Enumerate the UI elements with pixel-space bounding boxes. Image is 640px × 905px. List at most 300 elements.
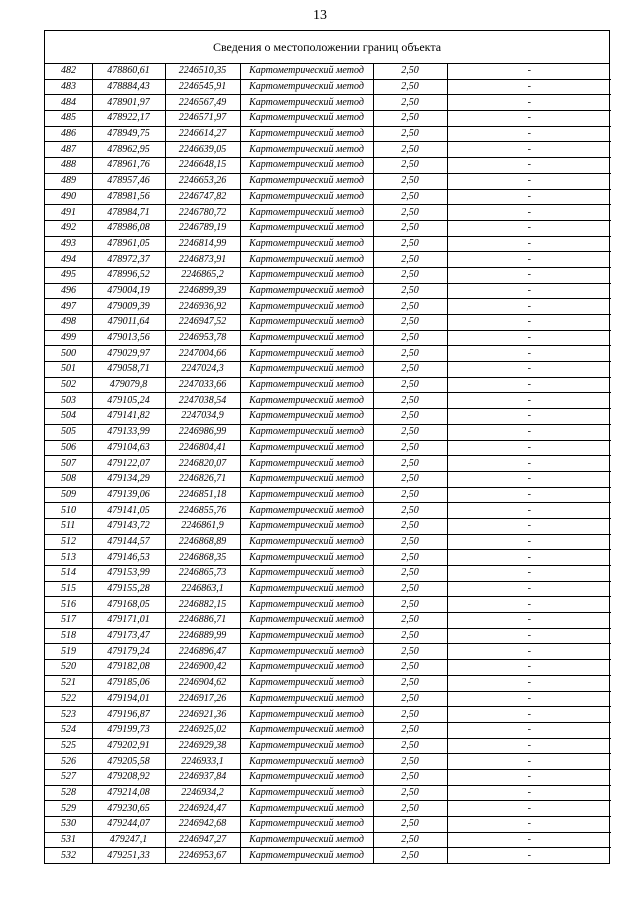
cell-y-coordinate: 2246899,39 <box>165 283 240 299</box>
cell-point-number: 506 <box>45 440 92 456</box>
cell-method: Картометрический метод <box>240 252 373 268</box>
cell-accuracy: 2,50 <box>373 315 447 331</box>
cell-point-number: 527 <box>45 769 92 785</box>
cell-y-coordinate: 2246934,2 <box>165 785 240 801</box>
table-row <box>45 252 611 268</box>
cell-accuracy: 2,50 <box>373 424 447 440</box>
cell-method: Картометрический метод <box>240 613 373 629</box>
cell-method: Картометрический метод <box>240 832 373 848</box>
cell-point-number: 528 <box>45 785 92 801</box>
cell-point-number: 500 <box>45 346 92 362</box>
cell-y-coordinate: 2246873,91 <box>165 252 240 268</box>
cell-x-coordinate: 478860,61 <box>92 64 165 79</box>
cell-description: - <box>447 142 611 158</box>
cell-method: Картометрический метод <box>240 267 373 283</box>
cell-y-coordinate: 2246886,71 <box>165 613 240 629</box>
cell-point-number: 508 <box>45 471 92 487</box>
cell-method: Картометрический метод <box>240 393 373 409</box>
cell-accuracy: 2,50 <box>373 189 447 205</box>
cell-point-number: 532 <box>45 848 92 863</box>
cell-point-number: 485 <box>45 111 92 127</box>
table-row <box>45 628 611 644</box>
table-row <box>45 111 611 127</box>
cell-x-coordinate: 479205,58 <box>92 754 165 770</box>
cell-accuracy: 2,50 <box>373 158 447 174</box>
cell-point-number: 518 <box>45 628 92 644</box>
cell-point-number: 499 <box>45 330 92 346</box>
cell-x-coordinate: 479153,99 <box>92 566 165 582</box>
table-row <box>45 707 611 723</box>
table-row <box>45 471 611 487</box>
cell-x-coordinate: 478996,52 <box>92 267 165 283</box>
cell-y-coordinate: 2246942,68 <box>165 817 240 833</box>
cell-method: Картометрический метод <box>240 707 373 723</box>
cell-x-coordinate: 479058,71 <box>92 362 165 378</box>
cell-point-number: 495 <box>45 267 92 283</box>
cell-description: - <box>447 801 611 817</box>
cell-point-number: 521 <box>45 675 92 691</box>
table-row <box>45 79 611 95</box>
cell-y-coordinate: 2246937,84 <box>165 769 240 785</box>
cell-x-coordinate: 479214,08 <box>92 785 165 801</box>
cell-method: Картометрический метод <box>240 785 373 801</box>
cell-x-coordinate: 478961,05 <box>92 236 165 252</box>
cell-method: Картометрический метод <box>240 111 373 127</box>
cell-x-coordinate: 479202,91 <box>92 738 165 754</box>
cell-x-coordinate: 479144,57 <box>92 534 165 550</box>
cell-point-number: 484 <box>45 95 92 111</box>
cell-method: Картометрический метод <box>240 675 373 691</box>
cell-accuracy: 2,50 <box>373 95 447 111</box>
cell-y-coordinate: 2246653,26 <box>165 173 240 189</box>
cell-method: Картометрический метод <box>240 236 373 252</box>
cell-x-coordinate: 479230,65 <box>92 801 165 817</box>
cell-y-coordinate: 2246882,15 <box>165 597 240 613</box>
cell-description: - <box>447 377 611 393</box>
cell-y-coordinate: 2246571,97 <box>165 111 240 127</box>
table-row <box>45 346 611 362</box>
cell-x-coordinate: 478984,71 <box>92 205 165 221</box>
cell-accuracy: 2,50 <box>373 79 447 95</box>
cell-x-coordinate: 479194,01 <box>92 691 165 707</box>
cell-y-coordinate: 2246614,27 <box>165 126 240 142</box>
cell-y-coordinate: 2246929,38 <box>165 738 240 754</box>
cell-y-coordinate: 2246924,47 <box>165 801 240 817</box>
cell-description: - <box>447 518 611 534</box>
cell-x-coordinate: 479171,01 <box>92 613 165 629</box>
cell-description: - <box>447 236 611 252</box>
cell-description: - <box>447 738 611 754</box>
cell-method: Картометрический метод <box>240 566 373 582</box>
cell-x-coordinate: 479168,05 <box>92 597 165 613</box>
cell-method: Картометрический метод <box>240 550 373 566</box>
cell-accuracy: 2,50 <box>373 644 447 660</box>
table-row <box>45 64 611 79</box>
table-row <box>45 315 611 331</box>
cell-description: - <box>447 848 611 863</box>
cell-x-coordinate: 479247,1 <box>92 832 165 848</box>
cell-point-number: 520 <box>45 660 92 676</box>
cell-description: - <box>447 785 611 801</box>
cell-method: Картометрический метод <box>240 79 373 95</box>
table-row <box>45 644 611 660</box>
table-row <box>45 738 611 754</box>
cell-description: - <box>447 722 611 738</box>
cell-description: - <box>447 158 611 174</box>
cell-method: Картометрический метод <box>240 754 373 770</box>
cell-x-coordinate: 479196,87 <box>92 707 165 723</box>
table-row <box>45 126 611 142</box>
cell-y-coordinate: 2246780,72 <box>165 205 240 221</box>
cell-point-number: 512 <box>45 534 92 550</box>
table-row <box>45 205 611 221</box>
table-row <box>45 189 611 205</box>
cell-description: - <box>447 79 611 95</box>
cell-point-number: 525 <box>45 738 92 754</box>
table-row <box>45 597 611 613</box>
cell-description: - <box>447 566 611 582</box>
table-row <box>45 691 611 707</box>
cell-point-number: 514 <box>45 566 92 582</box>
table-row <box>45 95 611 111</box>
cell-y-coordinate: 2246648,15 <box>165 158 240 174</box>
cell-y-coordinate: 2246814,99 <box>165 236 240 252</box>
cell-y-coordinate: 2246896,47 <box>165 644 240 660</box>
cell-x-coordinate: 479199,73 <box>92 722 165 738</box>
table-row <box>45 158 611 174</box>
cell-y-coordinate: 2246900,42 <box>165 660 240 676</box>
cell-description: - <box>447 205 611 221</box>
cell-description: - <box>447 189 611 205</box>
cell-accuracy: 2,50 <box>373 754 447 770</box>
cell-x-coordinate: 478986,08 <box>92 220 165 236</box>
table-row <box>45 848 611 863</box>
cell-point-number: 496 <box>45 283 92 299</box>
cell-accuracy: 2,50 <box>373 346 447 362</box>
cell-description: - <box>447 832 611 848</box>
cell-method: Картометрический метод <box>240 205 373 221</box>
cell-y-coordinate: 2246925,02 <box>165 722 240 738</box>
table-row <box>45 393 611 409</box>
cell-description: - <box>447 440 611 456</box>
cell-description: - <box>447 362 611 378</box>
cell-description: - <box>447 487 611 503</box>
cell-description: - <box>447 707 611 723</box>
page-number: 13 <box>313 8 327 23</box>
table-row <box>45 801 611 817</box>
cell-y-coordinate: 2246567,49 <box>165 95 240 111</box>
cell-accuracy: 2,50 <box>373 628 447 644</box>
cell-accuracy: 2,50 <box>373 362 447 378</box>
cell-x-coordinate: 478949,75 <box>92 126 165 142</box>
cell-accuracy: 2,50 <box>373 487 447 503</box>
cell-accuracy: 2,50 <box>373 675 447 691</box>
boundary-section <box>44 30 610 864</box>
table-row <box>45 377 611 393</box>
cell-method: Картометрический метод <box>240 346 373 362</box>
cell-method: Картометрический метод <box>240 769 373 785</box>
cell-point-number: 531 <box>45 832 92 848</box>
cell-method: Картометрический метод <box>240 315 373 331</box>
cell-point-number: 510 <box>45 503 92 519</box>
cell-point-number: 490 <box>45 189 92 205</box>
cell-point-number: 487 <box>45 142 92 158</box>
cell-point-number: 494 <box>45 252 92 268</box>
cell-method: Картометрический метод <box>240 142 373 158</box>
cell-accuracy: 2,50 <box>373 393 447 409</box>
table-row <box>45 409 611 425</box>
cell-point-number: 517 <box>45 613 92 629</box>
cell-x-coordinate: 479251,33 <box>92 848 165 863</box>
cell-x-coordinate: 479208,92 <box>92 769 165 785</box>
table-row <box>45 613 611 629</box>
cell-description: - <box>447 597 611 613</box>
cell-y-coordinate: 2246789,19 <box>165 220 240 236</box>
table-row <box>45 769 611 785</box>
cell-method: Картометрический метод <box>240 173 373 189</box>
cell-x-coordinate: 478957,46 <box>92 173 165 189</box>
cell-y-coordinate: 2246868,35 <box>165 550 240 566</box>
cell-y-coordinate: 2246747,82 <box>165 189 240 205</box>
cell-point-number: 524 <box>45 722 92 738</box>
cell-accuracy: 2,50 <box>373 299 447 315</box>
cell-method: Картометрический метод <box>240 220 373 236</box>
table-row <box>45 220 611 236</box>
cell-description: - <box>447 613 611 629</box>
cell-x-coordinate: 478884,43 <box>92 79 165 95</box>
cell-accuracy: 2,50 <box>373 801 447 817</box>
cell-description: - <box>447 393 611 409</box>
cell-method: Картометрический метод <box>240 471 373 487</box>
cell-method: Картометрический метод <box>240 644 373 660</box>
cell-accuracy: 2,50 <box>373 330 447 346</box>
table-row <box>45 817 611 833</box>
cell-x-coordinate: 478901,97 <box>92 95 165 111</box>
cell-accuracy: 2,50 <box>373 817 447 833</box>
cell-description: - <box>447 456 611 472</box>
table-row <box>45 456 611 472</box>
cell-x-coordinate: 479105,24 <box>92 393 165 409</box>
cell-accuracy: 2,50 <box>373 534 447 550</box>
cell-point-number: 488 <box>45 158 92 174</box>
cell-description: - <box>447 817 611 833</box>
cell-description: - <box>447 252 611 268</box>
cell-accuracy: 2,50 <box>373 111 447 127</box>
table-row <box>45 581 611 597</box>
cell-point-number: 502 <box>45 377 92 393</box>
cell-method: Картометрический метод <box>240 158 373 174</box>
cell-x-coordinate: 479185,06 <box>92 675 165 691</box>
cell-y-coordinate: 2246889,99 <box>165 628 240 644</box>
cell-accuracy: 2,50 <box>373 456 447 472</box>
cell-point-number: 529 <box>45 801 92 817</box>
cell-method: Картометрический метод <box>240 440 373 456</box>
table-row <box>45 660 611 676</box>
cell-point-number: 493 <box>45 236 92 252</box>
cell-description: - <box>447 675 611 691</box>
cell-y-coordinate: 2246865,73 <box>165 566 240 582</box>
cell-point-number: 513 <box>45 550 92 566</box>
cell-x-coordinate: 478972,37 <box>92 252 165 268</box>
cell-y-coordinate: 2246804,41 <box>165 440 240 456</box>
cell-method: Картометрический метод <box>240 377 373 393</box>
cell-point-number: 498 <box>45 315 92 331</box>
cell-accuracy: 2,50 <box>373 503 447 519</box>
cell-x-coordinate: 479133,99 <box>92 424 165 440</box>
cell-point-number: 489 <box>45 173 92 189</box>
cell-point-number: 523 <box>45 707 92 723</box>
cell-description: - <box>447 471 611 487</box>
cell-description: - <box>447 534 611 550</box>
table-row <box>45 487 611 503</box>
cell-point-number: 507 <box>45 456 92 472</box>
cell-method: Картометрический метод <box>240 534 373 550</box>
table-row <box>45 142 611 158</box>
cell-x-coordinate: 478961,76 <box>92 158 165 174</box>
cell-accuracy: 2,50 <box>373 283 447 299</box>
table-row <box>45 832 611 848</box>
cell-accuracy: 2,50 <box>373 722 447 738</box>
coordinates-table <box>45 64 611 863</box>
cell-x-coordinate: 479182,08 <box>92 660 165 676</box>
cell-y-coordinate: 2246545,91 <box>165 79 240 95</box>
cell-description: - <box>447 424 611 440</box>
cell-y-coordinate: 2247038,54 <box>165 393 240 409</box>
table-row <box>45 330 611 346</box>
cell-accuracy: 2,50 <box>373 660 447 676</box>
table-row <box>45 236 611 252</box>
cell-method: Картометрический метод <box>240 283 373 299</box>
cell-y-coordinate: 2246947,27 <box>165 832 240 848</box>
cell-accuracy: 2,50 <box>373 848 447 863</box>
cell-y-coordinate: 2246510,35 <box>165 64 240 79</box>
cell-method: Картометрический метод <box>240 126 373 142</box>
section-title: Сведения о местоположении границ объекта <box>45 31 609 64</box>
cell-y-coordinate: 2246820,07 <box>165 456 240 472</box>
cell-accuracy: 2,50 <box>373 832 447 848</box>
table-row <box>45 566 611 582</box>
cell-y-coordinate: 2247024,3 <box>165 362 240 378</box>
cell-accuracy: 2,50 <box>373 220 447 236</box>
cell-point-number: 509 <box>45 487 92 503</box>
cell-method: Картометрический метод <box>240 660 373 676</box>
cell-x-coordinate: 479155,28 <box>92 581 165 597</box>
cell-x-coordinate: 479013,56 <box>92 330 165 346</box>
cell-x-coordinate: 479134,29 <box>92 471 165 487</box>
cell-point-number: 530 <box>45 817 92 833</box>
cell-y-coordinate: 2246851,18 <box>165 487 240 503</box>
coordinates-table-body <box>45 64 611 863</box>
cell-x-coordinate: 479244,07 <box>92 817 165 833</box>
table-row <box>45 440 611 456</box>
cell-description: - <box>447 315 611 331</box>
cell-description: - <box>447 220 611 236</box>
cell-x-coordinate: 479146,53 <box>92 550 165 566</box>
table-row <box>45 534 611 550</box>
cell-description: - <box>447 550 611 566</box>
cell-point-number: 519 <box>45 644 92 660</box>
cell-point-number: 482 <box>61 65 76 77</box>
cell-accuracy: 2,50 <box>373 597 447 613</box>
cell-y-coordinate: 2247033,66 <box>165 377 240 393</box>
cell-description: - <box>447 409 611 425</box>
table-row <box>45 722 611 738</box>
cell-description: - <box>447 691 611 707</box>
cell-method: Картометрический метод <box>240 801 373 817</box>
cell-method: Картометрический метод <box>240 487 373 503</box>
cell-point-number: 491 <box>45 205 92 221</box>
cell-method: Картометрический метод <box>240 738 373 754</box>
cell-description: - <box>447 628 611 644</box>
cell-y-coordinate: 2246953,78 <box>165 330 240 346</box>
table-row <box>45 503 611 519</box>
cell-point-number: 504 <box>45 409 92 425</box>
cell-x-coordinate: 479179,24 <box>92 644 165 660</box>
cell-accuracy: 2,50 <box>373 267 447 283</box>
cell-description: - <box>447 769 611 785</box>
cell-method: Картометрический метод <box>240 299 373 315</box>
cell-x-coordinate: 479004,19 <box>92 283 165 299</box>
cell-y-coordinate: 2246947,52 <box>165 315 240 331</box>
cell-method: Картометрический метод <box>240 597 373 613</box>
cell-y-coordinate: 2246953,67 <box>165 848 240 863</box>
cell-x-coordinate: 479173,47 <box>92 628 165 644</box>
cell-y-coordinate: 2246863,1 <box>165 581 240 597</box>
cell-x-coordinate: 479104,63 <box>92 440 165 456</box>
cell-method: Картометрический метод <box>240 64 373 79</box>
cell-method: Картометрический метод <box>240 189 373 205</box>
table-row <box>45 754 611 770</box>
cell-description: - <box>447 754 611 770</box>
cell-point-number: 501 <box>45 362 92 378</box>
cell-method: Картометрический метод <box>240 456 373 472</box>
cell-y-coordinate: 2246921,36 <box>165 707 240 723</box>
cell-description: - <box>447 64 611 79</box>
cell-description: - <box>447 283 611 299</box>
cell-point-number: 503 <box>45 393 92 409</box>
cell-description: - <box>447 126 611 142</box>
cell-x-coordinate: 479139,06 <box>92 487 165 503</box>
cell-description: - <box>447 95 611 111</box>
table-row <box>45 283 611 299</box>
cell-point-number: 511 <box>45 518 92 534</box>
cell-y-coordinate: 2246933,1 <box>165 754 240 770</box>
cell-accuracy: 2,50 <box>373 769 447 785</box>
cell-description: - <box>447 644 611 660</box>
cell-description: - <box>447 581 611 597</box>
cell-method: Картометрический метод <box>240 722 373 738</box>
cell-point-number: 505 <box>45 424 92 440</box>
cell-method: Картометрический метод <box>240 518 373 534</box>
cell-accuracy: 2,50 <box>373 377 447 393</box>
cell-accuracy: 2,50 <box>373 64 447 79</box>
cell-y-coordinate: 2246868,89 <box>165 534 240 550</box>
cell-y-coordinate: 2247034,9 <box>165 409 240 425</box>
cell-x-coordinate: 479029,97 <box>92 346 165 362</box>
table-row <box>45 299 611 315</box>
cell-point-number: 526 <box>45 754 92 770</box>
table-row <box>45 173 611 189</box>
cell-description: - <box>447 330 611 346</box>
cell-method: Картометрический метод <box>240 581 373 597</box>
table-row <box>45 267 611 283</box>
cell-description: - <box>447 660 611 676</box>
cell-description: - <box>447 267 611 283</box>
cell-description: - <box>447 299 611 315</box>
cell-y-coordinate: 2246936,92 <box>165 299 240 315</box>
cell-accuracy: 2,50 <box>373 126 447 142</box>
cell-accuracy: 2,50 <box>373 440 447 456</box>
